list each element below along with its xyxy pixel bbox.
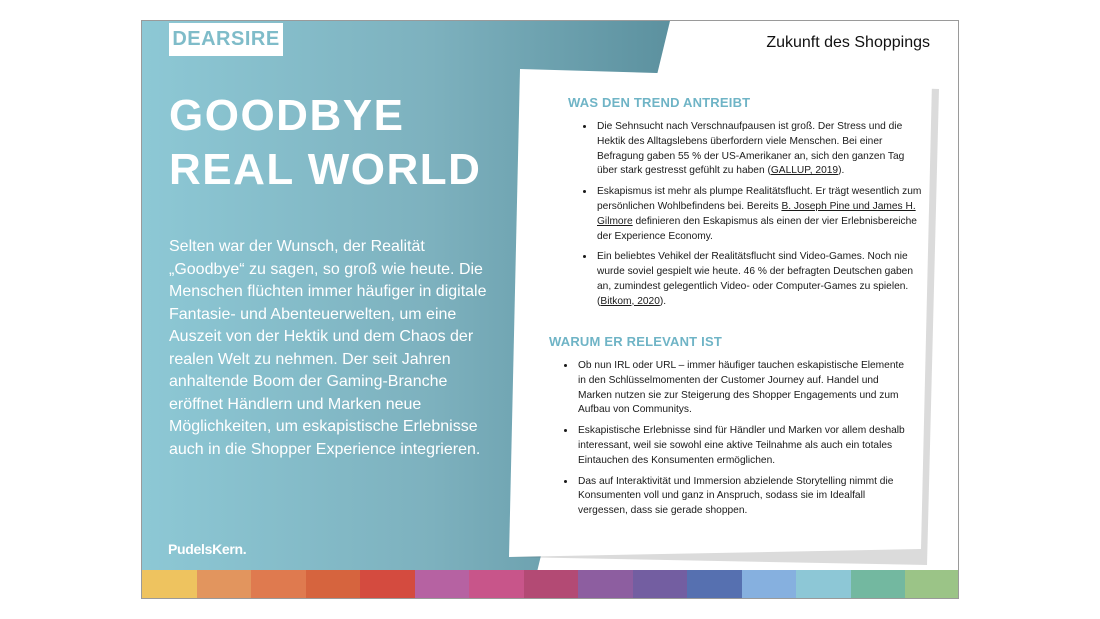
color-swatch-5 <box>360 570 415 598</box>
hero-title-line-2: REAL WORLD <box>169 145 482 194</box>
list-item: • Ein beliebtes Vehikel der Realitätsflucht sind Video-Games. Noch nie wurde soviel gespielt wie heute. 46 % der befragten Deutschen gaben an, zumindest gelegentlich Video- oder Computer-Games zu spielen. (Bitkom, 2020). <box>595 250 925 309</box>
color-stripe <box>142 570 959 598</box>
color-swatch-15 <box>905 570 959 598</box>
list-item: • Die Sehnsucht nach Verschnaufpausen ist groß. Der Stress und die Hektik des Alltagslebens überfordern viele Menschen. Bei einer Befragung gaben 55 % der US-Amerikaner an, sich den ganzen Tag über stark gestresst gefühlt zu haben (GALLUP, 2019). <box>595 120 925 179</box>
color-swatch-3 <box>251 570 306 598</box>
brand-logo: DEARSIRE <box>169 23 283 56</box>
reference-link[interactable]: GALLUP, 2019 <box>770 165 839 177</box>
color-swatch-13 <box>796 570 851 598</box>
color-swatch-10 <box>633 570 688 598</box>
reference-link[interactable]: B. Joseph Pine und James H. Gilmore <box>597 200 916 227</box>
list-item: • Eskapismus ist mehr als plumpe Realitätsflucht. Er trägt wesentlich zum persönlichen Wohlbefindens bei. Bereits B. Joseph Pine und James H. Gilmore definieren den Eskapismus als einen der vier Erlebnisbereiche der Experience Economy. <box>595 185 925 244</box>
hero-title-line-1: GOODBYE <box>169 91 405 140</box>
reference-link[interactable]: Bitkom, 2020 <box>600 295 660 307</box>
color-swatch-2 <box>197 570 252 598</box>
pudelskern-logo: PudelsKern. <box>168 541 247 557</box>
color-swatch-11 <box>687 570 742 598</box>
color-swatch-8 <box>524 570 579 598</box>
color-swatch-12 <box>742 570 797 598</box>
slide <box>141 20 959 599</box>
intro-paragraph: Selten war der Wunsch, der Realität „Goodbye“ zu sagen, so groß wie heute. Die Menschen flüchten immer häufiger in digitale Fantasie- und Abenteuerwelten, um eine Auszeit von der Hektik und dem Chaos der realen Welt zu nehmen. Der seit Jahren anhaltende Boom der Gaming-Branche eröffnet Händlern und Marken neue Möglichkeiten, um eskapistische Erlebnisse auch in die Shopper Experience integrieren. <box>169 238 487 458</box>
color-swatch-7 <box>469 570 524 598</box>
info-card <box>509 69 932 557</box>
drivers-list <box>581 120 925 316</box>
color-swatch-14 <box>851 570 906 598</box>
list-item: • Das auf Interaktivität und Immersion abzielende Storytelling nimmt die Konsumenten voll und ganz in Anspruch, sodass sie im Idealfall vergessen, dass sie gerade shoppen. <box>576 475 911 519</box>
header-title: Zukunft des Shoppings <box>766 34 930 51</box>
relevance-list <box>562 359 911 525</box>
color-swatch-9 <box>578 570 633 598</box>
section-heading-relevance: WARUM ER RELEVANT IST <box>549 334 722 349</box>
list-item: • Eskapistische Erlebnisse sind für Händler und Marken vor allem deshalb interessant, weil sie sowohl eine aktive Teilnahme als auch ein totales Eintauchen des Konsumenten ermöglichen. <box>576 424 911 468</box>
list-item: • Ob nun IRL oder URL – immer häufiger tauchen eskapistische Elemente in den Schlüsselmomenten der Customer Journey auf. Handel und Marken nutzen sie zur Steigerung des Shopper Engagements und zum Aufbau von Communitys. <box>576 359 911 418</box>
hero-title <box>169 89 481 197</box>
color-swatch-6 <box>415 570 470 598</box>
color-swatch-1 <box>142 570 197 598</box>
color-swatch-4 <box>306 570 361 598</box>
section-heading-drivers: WAS DEN TREND ANTREIBT <box>568 95 751 110</box>
